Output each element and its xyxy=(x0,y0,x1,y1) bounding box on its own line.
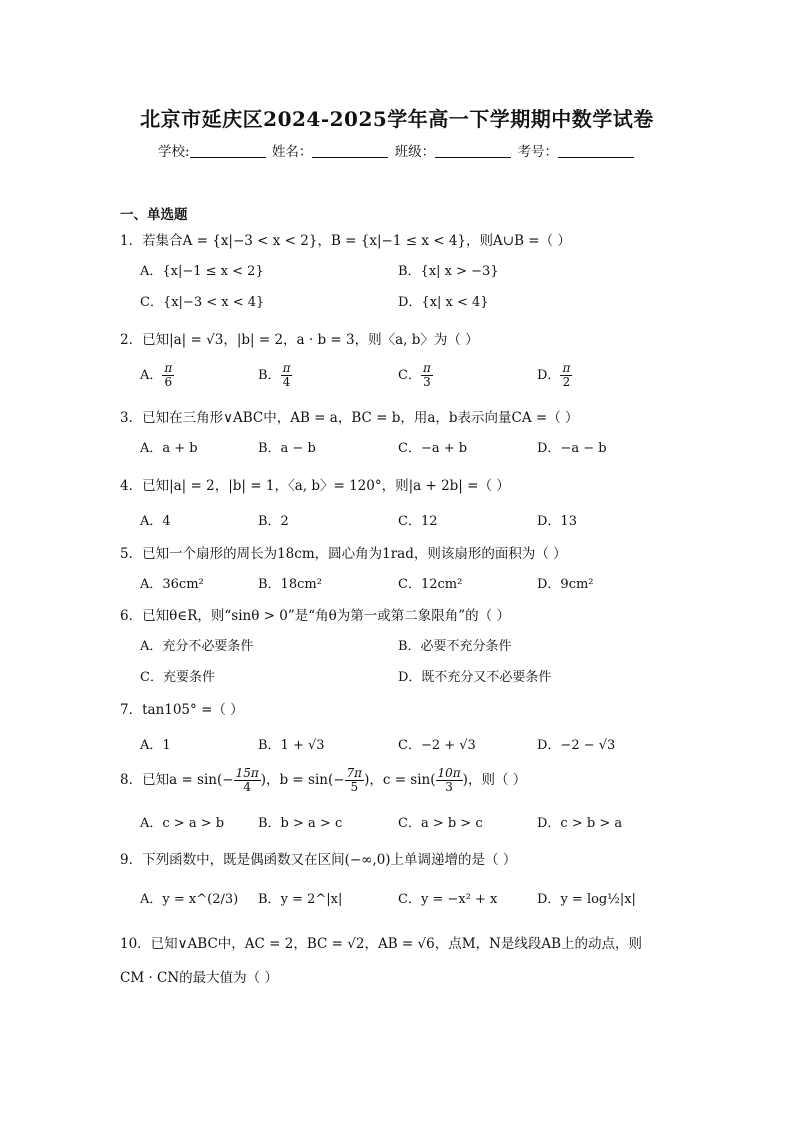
fraction xyxy=(234,767,261,794)
question-6-option-c[interactable]: C．充要条件 xyxy=(140,670,215,685)
question-2-option-b[interactable] xyxy=(258,362,292,389)
question-5-option-d[interactable]: D．9cm² xyxy=(537,577,594,592)
fraction xyxy=(436,767,463,794)
question-8-option-c[interactable]: C．a > b > c xyxy=(398,816,483,831)
question-9-stem: 9．下列函数中，既是偶函数又在区间(−∞,0)上单调递增的是（ ） xyxy=(120,852,517,868)
page-title: 北京市延庆区2024-2025学年高一下学期期中数学试卷 xyxy=(140,107,654,131)
question-1-option-d[interactable]: D．{x| x < 4} xyxy=(398,295,489,310)
section-heading: 一、单选题 xyxy=(120,207,188,223)
student-info-line xyxy=(0,140,794,160)
name-blank[interactable] xyxy=(312,143,388,158)
fraction: $\frac{\pi}{2}$ xyxy=(562,361,571,390)
q8-stem-part: 8．已知a = sin(− xyxy=(120,772,234,789)
option-letter: C． xyxy=(398,368,421,384)
formula: y = 2^|x| xyxy=(280,892,343,907)
class-blank[interactable] xyxy=(435,143,511,158)
question-1-option-b[interactable]: B．{x| x > −3} xyxy=(398,264,499,279)
fraction: $\frac{\pi}{3}$ xyxy=(422,361,431,390)
question-5-stem: 5．已知一个扇形的周长为18cm，圆心角为1rad，则该扇形的面积为（ ） xyxy=(120,546,567,562)
name-label: 姓名： xyxy=(271,144,313,160)
option-letter: B． xyxy=(258,892,281,907)
question-6-option-b[interactable]: B．必要不充分条件 xyxy=(398,639,512,654)
question-3-option-a[interactable]: A．a + b xyxy=(140,441,198,456)
question-8-stem xyxy=(120,767,526,794)
option-letter: D． xyxy=(537,368,561,384)
q8-stem-part: )，b = sin(− xyxy=(260,772,345,789)
fraction xyxy=(345,767,365,794)
question-5-option-a[interactable]: A．36cm² xyxy=(140,577,204,592)
question-3-option-d[interactable]: D．−a − b xyxy=(537,441,607,456)
formula: y = x^(2/3) xyxy=(162,892,239,907)
question-7-option-d[interactable]: D．−2 − √3 xyxy=(537,738,616,753)
question-2-option-c[interactable] xyxy=(398,362,433,389)
question-9-option-c[interactable] xyxy=(398,888,497,907)
question-9-option-a[interactable] xyxy=(140,888,238,907)
option-letter: A． xyxy=(140,892,163,907)
question-4-stem: 4．已知|a| = 2，|b| = 1，〈a, b〉= 120°，则|a + 2b| =（ ） xyxy=(120,478,510,494)
option-letter: D． xyxy=(537,892,561,907)
formula: y = −x² + x xyxy=(420,892,498,907)
fraction: $\frac{\pi}{6}$ xyxy=(164,361,173,390)
question-7-option-c[interactable]: C．−2 + √3 xyxy=(398,738,476,753)
school-blank[interactable] xyxy=(190,143,266,158)
question-2-stem: 2．已知|a| = √3，|b| = 2，a · b = 3，则〈a, b〉为（ ） xyxy=(120,332,479,348)
question-10-stem-continued: CM · CN的最大值为（ ） xyxy=(120,970,278,986)
question-5-option-b[interactable]: B．18cm² xyxy=(258,577,322,592)
formula: y = log½|x| xyxy=(560,892,636,907)
question-6-stem: 6．已知θ∈R，则“sinθ > 0”是“角θ为第一或第二象限角”的（ ） xyxy=(120,608,510,624)
q8-stem-part: )，c = sin( xyxy=(364,772,436,789)
question-4-option-b[interactable]: B．2 xyxy=(258,514,289,529)
question-2-option-d[interactable] xyxy=(537,362,572,389)
question-3-option-c[interactable]: C．−a + b xyxy=(398,441,468,456)
question-4-option-d[interactable]: D．13 xyxy=(537,514,577,529)
fraction: $\frac{\pi}{4}$ xyxy=(282,361,291,390)
question-4-option-c[interactable]: C．12 xyxy=(398,514,438,529)
question-3-option-b[interactable]: B．a − b xyxy=(258,441,316,456)
question-6-option-a[interactable]: A．充分不必要条件 xyxy=(140,639,254,654)
id-blank[interactable] xyxy=(558,143,634,158)
question-2-option-a[interactable] xyxy=(140,362,174,389)
question-1-option-c[interactable]: C．{x|−3 < x < 4} xyxy=(140,295,265,310)
question-9-option-d[interactable] xyxy=(537,888,636,907)
question-10-stem: 10．已知∨ABC中，AC = 2，BC = √2，AB = √6，点M，N是线段AB上的动点，则 xyxy=(120,936,643,952)
question-8-option-d[interactable]: D．c > b > a xyxy=(537,816,623,831)
fraction-den: 4 xyxy=(243,780,251,795)
question-7-option-b[interactable]: B．1 + √3 xyxy=(258,738,325,753)
option-letter: C． xyxy=(398,892,421,907)
q8-stem-part: )，则（ ） xyxy=(462,772,527,789)
option-letter: B． xyxy=(258,368,281,384)
question-5-option-c[interactable]: C．12cm² xyxy=(398,577,463,592)
question-7-option-a[interactable]: A．1 xyxy=(140,738,171,753)
fraction-num: 10π xyxy=(437,766,461,780)
fraction-num: 15π xyxy=(235,766,259,780)
fraction-num: 7π xyxy=(346,766,363,780)
option-letter: A． xyxy=(140,368,163,384)
fraction-den: 3 xyxy=(445,780,453,795)
question-7-stem: 7．tan105° =（ ） xyxy=(120,702,244,718)
id-label: 考号： xyxy=(517,144,558,160)
question-8-option-a[interactable]: A．c > a > b xyxy=(140,816,225,831)
class-label: 班级： xyxy=(394,144,436,160)
fraction-den: 5 xyxy=(350,780,359,795)
question-8-option-b[interactable]: B．b > a > c xyxy=(258,816,343,831)
question-1-option-a[interactable]: A．{x|−1 ≤ x < 2} xyxy=(140,264,264,279)
school-label: 学校: xyxy=(158,144,190,160)
question-6-option-d[interactable]: D．既不充分又不必要条件 xyxy=(398,670,552,685)
question-4-option-a[interactable]: A．4 xyxy=(140,514,171,529)
question-3-stem: 3．已知在三角形∨ABC中，AB = a，BC = b，用a，b表示向量CA =（ ） xyxy=(120,410,579,426)
question-1-stem: 1．若集合A = {x|−3 < x < 2}，B = {x|−1 ≤ x < 4}，则A∪B =（ ） xyxy=(120,233,571,249)
question-9-option-b[interactable] xyxy=(258,888,342,907)
